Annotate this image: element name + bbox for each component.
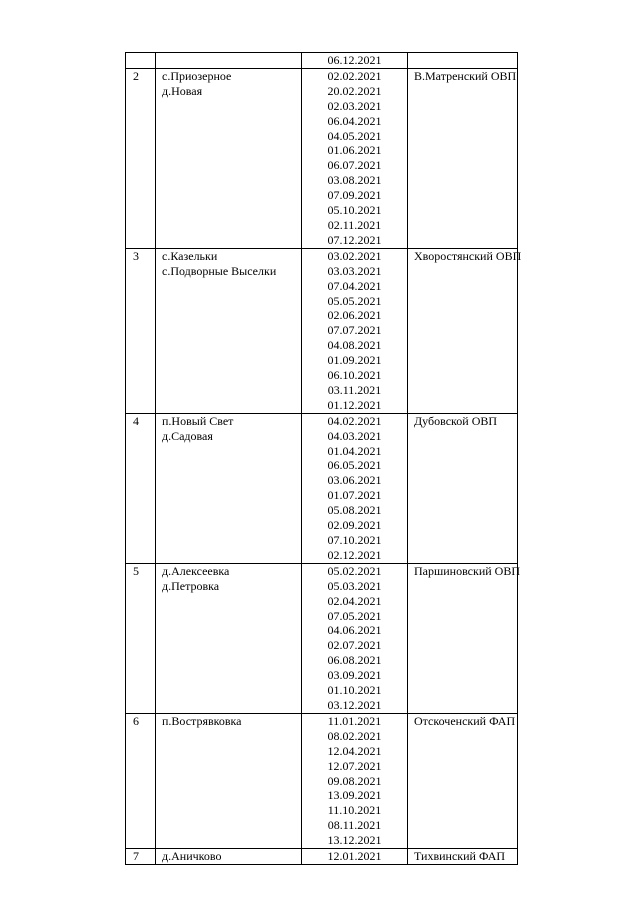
settlements-cell bbox=[156, 849, 302, 865]
settlements-cell bbox=[156, 713, 302, 848]
medical-unit-name: Паршиновский ОВП bbox=[414, 563, 521, 578]
visit-date: 06.04.2021 bbox=[327, 113, 382, 128]
visit-date: 01.10.2021 bbox=[327, 683, 382, 698]
medical-unit-name: Отскоченский ФАП bbox=[414, 713, 516, 728]
visit-date: 05.05.2021 bbox=[327, 293, 382, 308]
medical-unit-name: Дубовской ОВП bbox=[414, 413, 498, 428]
visit-date: 01.09.2021 bbox=[327, 353, 382, 368]
settlement-name: д.Аничково bbox=[162, 849, 222, 864]
row-number-cell bbox=[126, 68, 156, 248]
settlement-name: д.Садовая bbox=[162, 428, 213, 443]
table-row bbox=[126, 413, 518, 563]
visit-date: 13.12.2021 bbox=[327, 833, 382, 848]
visit-date: 01.07.2021 bbox=[327, 488, 382, 503]
dates-cell bbox=[302, 413, 408, 563]
visit-date: 06.07.2021 bbox=[327, 158, 382, 173]
visit-date: 12.01.2021 bbox=[327, 849, 382, 864]
row-number: 7 bbox=[133, 849, 139, 864]
visit-date: 02.09.2021 bbox=[327, 518, 382, 533]
dates-cell bbox=[302, 563, 408, 713]
dates-cell bbox=[302, 849, 408, 865]
row-number-cell bbox=[126, 713, 156, 848]
settlements-cell bbox=[156, 413, 302, 563]
table-row bbox=[126, 849, 518, 865]
visit-date: 06.12.2021 bbox=[327, 53, 382, 67]
settlement-name: д.Новая bbox=[162, 83, 203, 98]
medical-unit-cell bbox=[408, 713, 518, 848]
settlement-name: с.Казельки bbox=[162, 248, 218, 263]
visit-date: 07.07.2021 bbox=[327, 323, 382, 338]
visit-date: 06.08.2021 bbox=[327, 653, 382, 668]
visit-date: 05.10.2021 bbox=[327, 203, 382, 218]
visit-date: 06.05.2021 bbox=[327, 458, 382, 473]
row-number: 5 bbox=[133, 563, 139, 578]
visit-date: 08.02.2021 bbox=[327, 728, 382, 743]
visit-date: 03.08.2021 bbox=[327, 173, 382, 188]
medical-unit-cell bbox=[408, 563, 521, 713]
schedule-table bbox=[125, 52, 522, 865]
visit-date: 20.02.2021 bbox=[327, 83, 382, 98]
visit-date: 12.07.2021 bbox=[327, 758, 382, 773]
visit-date: 02.02.2021 bbox=[327, 68, 382, 83]
visit-date: 02.03.2021 bbox=[327, 98, 382, 113]
visit-date: 02.06.2021 bbox=[327, 308, 382, 323]
table-row bbox=[126, 53, 518, 69]
row-number: 4 bbox=[133, 413, 139, 428]
table-row bbox=[126, 713, 518, 848]
row-number: 6 bbox=[133, 713, 139, 728]
medical-unit-cell bbox=[408, 68, 518, 248]
medical-unit-cell bbox=[408, 53, 518, 69]
visit-date: 06.10.2021 bbox=[327, 368, 382, 383]
dates-cell bbox=[302, 53, 408, 69]
visit-date: 02.12.2021 bbox=[327, 547, 382, 562]
visit-date: 12.04.2021 bbox=[327, 743, 382, 758]
visit-date: 07.05.2021 bbox=[327, 608, 382, 623]
medical-unit-name: Тихвинский ФАП bbox=[414, 849, 506, 864]
visit-date: 09.08.2021 bbox=[327, 773, 382, 788]
visit-date: 01.06.2021 bbox=[327, 143, 382, 158]
visit-date: 05.03.2021 bbox=[327, 578, 382, 593]
visit-date: 11.01.2021 bbox=[327, 713, 382, 728]
row-number: 2 bbox=[133, 68, 139, 83]
settlement-name: п.Новый Свет bbox=[162, 413, 234, 428]
visit-date: 02.07.2021 bbox=[327, 638, 382, 653]
medical-unit-cell bbox=[408, 849, 518, 865]
visit-date: 05.02.2021 bbox=[327, 563, 382, 578]
visit-date: 01.04.2021 bbox=[327, 443, 382, 458]
visit-date: 04.08.2021 bbox=[327, 338, 382, 353]
dates-cell bbox=[302, 248, 408, 413]
visit-date: 13.09.2021 bbox=[327, 788, 382, 803]
row-number-cell bbox=[126, 849, 156, 865]
visit-date: 03.06.2021 bbox=[327, 473, 382, 488]
settlements-cell bbox=[156, 248, 302, 413]
settlements-cell bbox=[156, 53, 302, 69]
visit-date: 03.03.2021 bbox=[327, 263, 382, 278]
row-number-cell bbox=[126, 53, 156, 69]
dates-cell bbox=[302, 713, 408, 848]
visit-date: 03.02.2021 bbox=[327, 248, 382, 263]
row-number-cell bbox=[126, 563, 156, 713]
medical-unit-name: Хворостянский ОВП bbox=[414, 248, 522, 263]
settlement-name: п.Вострявковка bbox=[162, 713, 242, 728]
settlement-name: с.Приозерное bbox=[162, 68, 232, 83]
visit-date: 03.11.2021 bbox=[327, 382, 382, 397]
medical-unit-cell bbox=[408, 413, 518, 563]
row-number: 3 bbox=[133, 248, 139, 263]
visit-date: 07.09.2021 bbox=[327, 188, 382, 203]
visit-date: 03.12.2021 bbox=[327, 697, 382, 712]
visit-date: 07.10.2021 bbox=[327, 533, 382, 547]
table-row bbox=[126, 248, 518, 413]
settlements-cell bbox=[156, 563, 302, 713]
medical-unit-name: В.Матренский ОВП bbox=[414, 68, 517, 83]
visit-date: 02.11.2021 bbox=[327, 217, 382, 232]
settlement-name: с.Подворные Выселки bbox=[162, 263, 277, 278]
visit-date: 02.04.2021 bbox=[327, 593, 382, 608]
settlement-name: д.Алексеевка bbox=[162, 563, 230, 578]
visit-date: 03.09.2021 bbox=[327, 668, 382, 683]
table-row bbox=[126, 563, 518, 713]
visit-date: 07.12.2021 bbox=[327, 232, 382, 247]
table-row bbox=[126, 68, 518, 248]
visit-date: 08.11.2021 bbox=[327, 818, 382, 833]
visit-date: 04.06.2021 bbox=[327, 623, 382, 638]
row-number-cell bbox=[126, 413, 156, 563]
row-number-cell bbox=[126, 248, 156, 413]
schedule-table-body bbox=[126, 53, 522, 865]
settlement-name: д.Петровка bbox=[162, 578, 220, 593]
visit-date: 07.04.2021 bbox=[327, 278, 382, 293]
dates-cell bbox=[302, 68, 408, 248]
visit-date: 11.10.2021 bbox=[327, 803, 382, 818]
visit-date: 01.12.2021 bbox=[327, 397, 382, 412]
settlements-cell bbox=[156, 68, 302, 248]
visit-date: 04.02.2021 bbox=[327, 413, 382, 428]
visit-date: 05.08.2021 bbox=[327, 503, 382, 518]
visit-date: 04.05.2021 bbox=[327, 128, 382, 143]
visit-date: 04.03.2021 bbox=[327, 428, 382, 443]
medical-unit-cell bbox=[408, 248, 522, 413]
